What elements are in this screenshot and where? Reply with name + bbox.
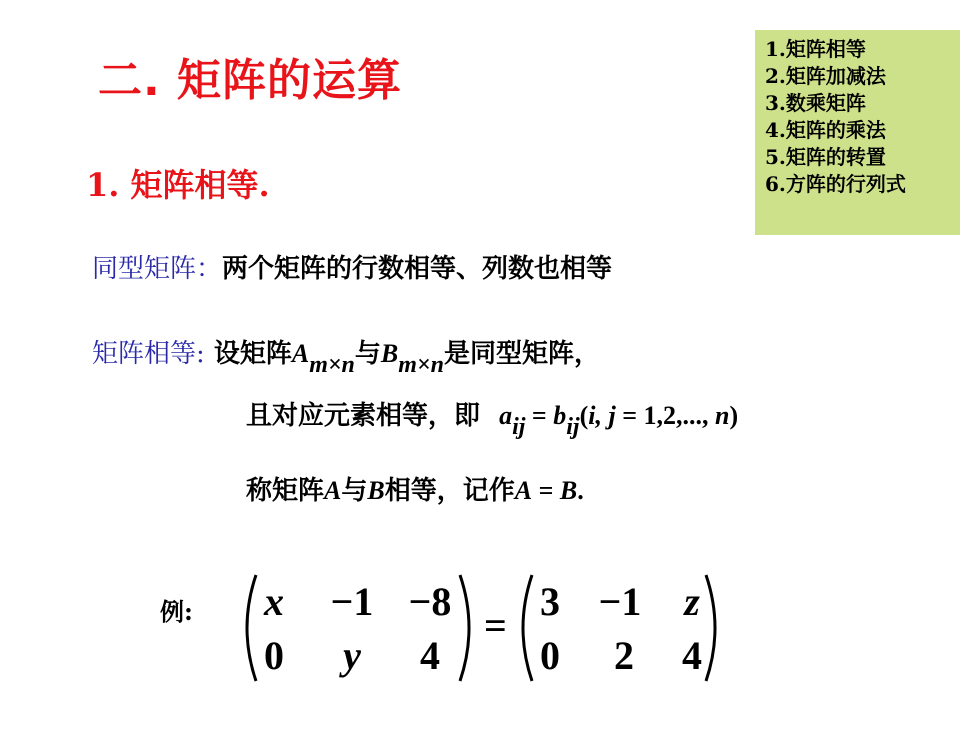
matrix-cell: z — [684, 579, 700, 624]
right-matrix — [516, 572, 716, 682]
toc-item[interactable]: 3.数乘矩阵 — [765, 91, 866, 115]
var-n: n — [715, 401, 730, 430]
equals-sign: = — [484, 603, 507, 648]
matrix-A: A — [514, 476, 533, 505]
elem-a: a — [499, 401, 513, 430]
toc-box — [755, 30, 960, 235]
toc-item[interactable]: 5.矩阵的转置 — [765, 145, 886, 169]
matrix-cell: 4 — [420, 633, 440, 678]
matrix-cell: 3 — [540, 579, 560, 624]
definition-text: 两个矩阵的行数相等、列数也相等 — [222, 254, 613, 284]
right-paren — [702, 572, 726, 684]
matrix-cell: −8 — [408, 579, 452, 624]
matrix-B: B — [380, 339, 399, 368]
matrix-cell: y — [343, 633, 361, 678]
toc-item[interactable]: 1.矩阵相等 — [765, 37, 866, 61]
definition-equal-line3 — [246, 470, 584, 507]
section-heading: 1. 矩阵相等. — [86, 166, 270, 204]
range: = 1,2,..., — [615, 401, 716, 430]
left-matrix — [240, 572, 470, 682]
matrix-cell: 4 — [682, 633, 702, 678]
equals: = — [532, 476, 560, 505]
toc-item[interactable]: 6.方阵的行列式 — [765, 172, 906, 196]
matrix-B: B — [559, 476, 578, 505]
matrix-A: A — [324, 476, 342, 505]
matrix-B: B — [367, 476, 385, 505]
paren: ( — [579, 401, 589, 430]
subscript: ij — [566, 414, 580, 440]
definition-equal-line2 — [246, 395, 739, 440]
text: 是同型矩阵， — [443, 339, 600, 369]
toc-item[interactable]: 2.矩阵加减法 — [765, 64, 886, 88]
vars: i, j — [588, 401, 616, 430]
term-label: 同型矩阵： — [92, 254, 223, 284]
subscript: m×n — [309, 352, 355, 378]
matrix-cell: 2 — [614, 633, 634, 678]
elem-b: b — [553, 401, 567, 430]
text: 与 — [341, 476, 368, 506]
subscript: ij — [512, 414, 526, 440]
matrix-cell: x — [264, 579, 284, 624]
period: . — [577, 476, 584, 505]
text: 相等，记作 — [384, 476, 515, 506]
matrix-cell: 0 — [264, 633, 284, 678]
matrix-A: A — [291, 339, 310, 368]
subscript: m×n — [398, 352, 444, 378]
paren: ) — [729, 401, 739, 430]
definition-same-type — [92, 248, 612, 285]
text: 与 — [354, 339, 381, 369]
right-paren — [456, 572, 480, 684]
term-label: 矩阵相等: — [92, 339, 205, 369]
definition-equal-line1 — [92, 333, 600, 378]
text: 设矩阵 — [213, 339, 292, 369]
toc-item[interactable]: 4.矩阵的乘法 — [765, 118, 886, 142]
equals: = — [525, 401, 554, 430]
slide-title: 二. 矩阵的运算 — [98, 55, 403, 106]
matrix-cell: 0 — [540, 633, 560, 678]
text: 且对应元素相等，即 — [246, 401, 481, 431]
matrix-cell: −1 — [330, 579, 374, 624]
example-label: 例: — [160, 597, 193, 626]
matrix-cell: −1 — [598, 579, 642, 624]
text: 称矩阵 — [246, 476, 325, 506]
